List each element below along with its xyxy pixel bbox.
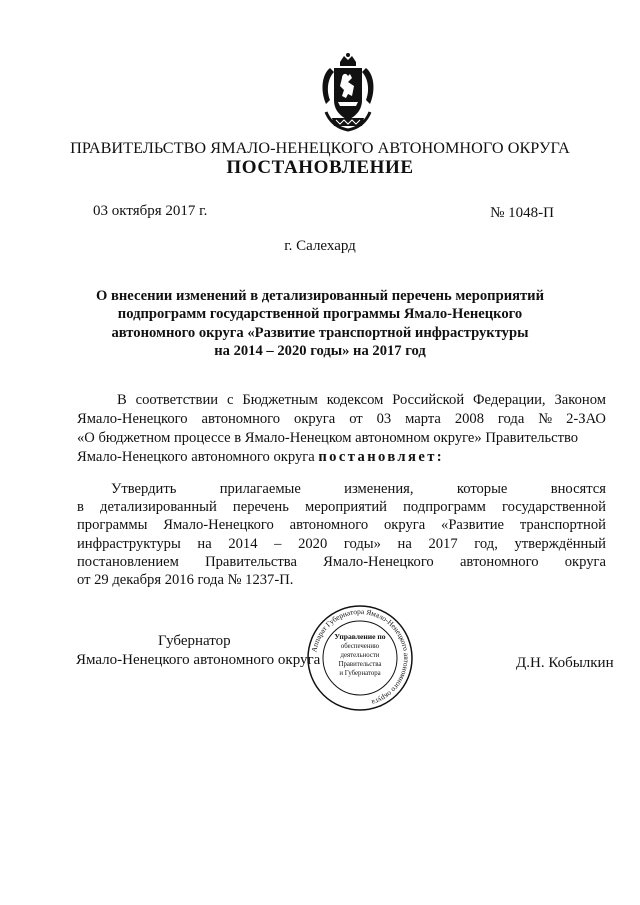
text-line bbox=[77, 516, 606, 534]
word: подпрограмм bbox=[403, 499, 486, 516]
word: прилагаемые bbox=[219, 481, 301, 497]
text-line bbox=[77, 498, 606, 516]
signer-role: Губернатор bbox=[158, 633, 231, 649]
word: от bbox=[349, 411, 363, 427]
title-line: О внесении изменений в детализированный перечень мероприятий bbox=[96, 288, 544, 304]
document-city: г. Салехард bbox=[284, 238, 356, 254]
text-line bbox=[77, 429, 606, 448]
decree-verb: постановляет: bbox=[318, 449, 445, 465]
text-line bbox=[77, 571, 606, 589]
word: автономного bbox=[201, 411, 281, 427]
word: Ямало-Ненецкого bbox=[77, 411, 188, 427]
document-date: 03 октября 2017 г. bbox=[93, 203, 208, 219]
text-line bbox=[77, 480, 606, 498]
word: Ямало-Ненецкого bbox=[323, 553, 434, 570]
word: годы» bbox=[343, 535, 381, 552]
word: транспортной bbox=[519, 517, 606, 534]
word: округа bbox=[564, 553, 606, 570]
stamp-line: и Губернатора bbox=[339, 670, 381, 677]
text-line bbox=[77, 553, 606, 571]
word: мероприятий bbox=[305, 499, 387, 516]
word: на bbox=[397, 535, 412, 552]
word: автономного bbox=[289, 517, 369, 534]
word: Федерации, bbox=[473, 392, 546, 408]
text-line bbox=[77, 410, 606, 429]
word: инфраструктуры bbox=[77, 535, 181, 552]
word: в bbox=[77, 499, 84, 516]
text-run: от 29 декабря 2016 года № 1237-П. bbox=[77, 572, 294, 589]
word: Правительства bbox=[205, 553, 297, 570]
text-line bbox=[77, 448, 606, 467]
text-line bbox=[77, 391, 606, 410]
word: года bbox=[497, 411, 525, 427]
word: вносятся bbox=[550, 481, 606, 497]
word: № bbox=[538, 411, 553, 427]
word: Бюджетным bbox=[242, 392, 318, 408]
text-run: «О бюджетном процессе в Ямало-Ненецком автономном округе» Правительство bbox=[77, 430, 579, 446]
word: Утвердить bbox=[111, 481, 177, 497]
word: государственной bbox=[501, 499, 606, 516]
stamp-line: Управление по bbox=[334, 632, 386, 641]
word: 2020 bbox=[298, 535, 328, 552]
word: Российской bbox=[392, 392, 465, 408]
signer-name: Д.Н. Кобылкин bbox=[516, 655, 614, 671]
text-run: Ямало-Ненецкого автономного округа bbox=[77, 449, 315, 465]
word: – bbox=[274, 535, 282, 552]
word: марта bbox=[405, 411, 441, 427]
stamp-line: обеспечению bbox=[340, 643, 380, 650]
stamp-ring-text: Аппарат Губернатора Ямало-Ненецкого автономного округа bbox=[309, 606, 412, 708]
word: соответствии bbox=[135, 392, 219, 408]
word: 2008 bbox=[454, 411, 484, 427]
word: «Развитие bbox=[441, 517, 505, 534]
yanao-coat-of-arms-icon bbox=[318, 52, 378, 136]
signer-region: Ямало-Ненецкого автономного округа bbox=[76, 652, 321, 668]
stamp-line: деятельности bbox=[340, 652, 380, 659]
document-number: № 1048-П bbox=[490, 205, 554, 221]
word: округа bbox=[383, 517, 426, 534]
word: 2017 bbox=[428, 535, 458, 552]
word: утверждённый bbox=[514, 535, 606, 552]
word: округа bbox=[294, 411, 336, 427]
word: программы bbox=[77, 517, 148, 534]
word: с bbox=[226, 392, 234, 408]
stamp-line: Правительства bbox=[338, 661, 382, 668]
document-title bbox=[80, 287, 560, 360]
word: изменения, bbox=[344, 481, 414, 497]
text-line bbox=[77, 535, 606, 553]
word: которые bbox=[456, 481, 508, 497]
word: 2014 bbox=[228, 535, 258, 552]
word: на bbox=[197, 535, 212, 552]
title-line: автономного округа «Развитие транспортной инфраструктуры bbox=[111, 324, 529, 341]
title-line: на 2014 – 2020 годы» на 2017 год bbox=[214, 342, 426, 359]
word: 03 bbox=[376, 411, 392, 427]
document-type: ПОСТАНОВЛЕНИЕ bbox=[226, 157, 414, 178]
official-stamp bbox=[306, 604, 414, 712]
word: 2-ЗАО bbox=[566, 411, 606, 427]
word: автономного bbox=[459, 553, 539, 570]
word: Законом bbox=[554, 392, 606, 408]
resolution-paragraph bbox=[77, 480, 606, 589]
word: В bbox=[117, 392, 127, 408]
word: постановлением bbox=[77, 553, 179, 570]
word: год, bbox=[474, 535, 498, 552]
word: Ямало-Ненецкого bbox=[163, 517, 274, 534]
word: детализированный bbox=[100, 499, 217, 516]
word: кодексом bbox=[326, 392, 384, 408]
title-line: подпрограмм государственной программы Ямало-Ненецкого bbox=[117, 306, 523, 323]
word: перечень bbox=[232, 499, 289, 516]
preamble-paragraph bbox=[77, 391, 606, 467]
government-name: ПРАВИТЕЛЬСТВО ЯМАЛО-НЕНЕЦКОГО АВТОНОМНОГО ОКРУГА bbox=[70, 139, 570, 157]
